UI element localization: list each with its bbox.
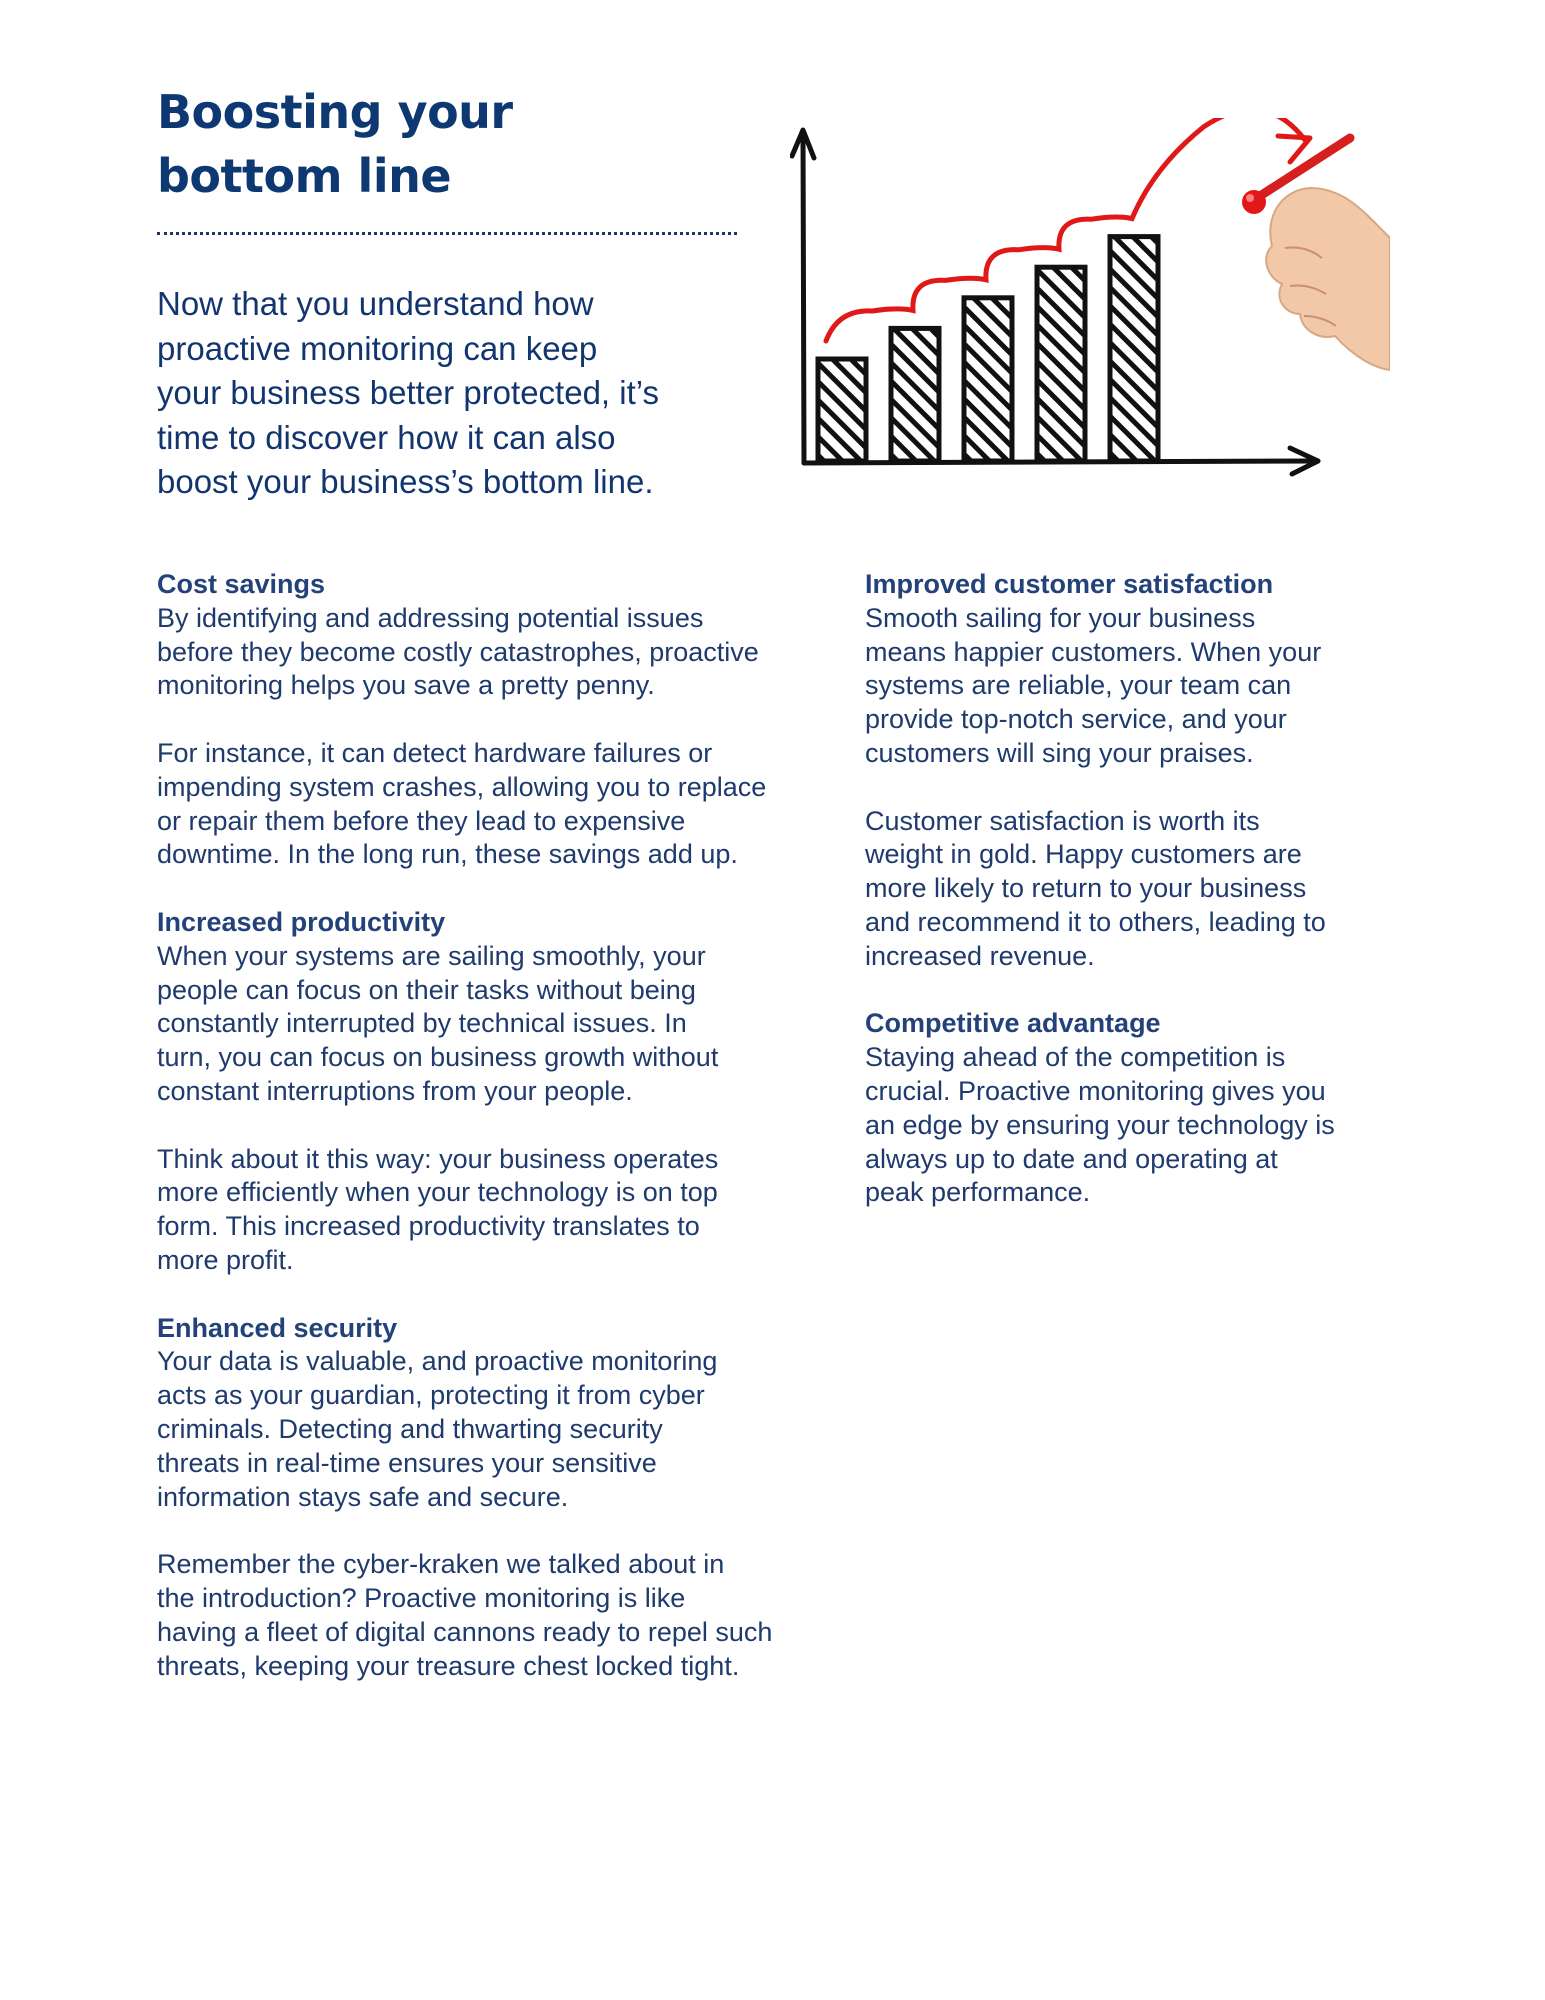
right-column [865, 568, 1425, 1244]
cost-savings-heading: Cost savings [157, 569, 326, 599]
productivity-heading: Increased productivity [157, 906, 446, 937]
hand-icon [1242, 138, 1390, 370]
chart-bar [891, 328, 939, 461]
satisfaction-paragraph-1: Smooth sailing for your business means happier customers. When your systems are reliable, your team can provide top-notch service, and your customers will sing your praises. [865, 602, 1322, 768]
productivity-section [157, 906, 847, 1278]
cost-savings-paragraph-1: By identifying and addressing potential issues before they become costly catastrophes, proactive monitoring helps you save a pretty penny. [157, 602, 759, 701]
competitive-section [865, 1007, 1425, 1210]
left-column [157, 568, 847, 1717]
security-section [157, 1312, 847, 1684]
competitive-paragraph-1: Staying ahead of the competition is crucial. Proactive monitoring gives you an edge by ensuring your technology is always up to date and operating at peak performance. [865, 1042, 1335, 1208]
page-title: Boosting your bottom line [157, 85, 513, 203]
satisfaction-heading: Improved customer satisfaction [865, 569, 1274, 599]
productivity-paragraph-1: When your systems are sailing smoothly, your people can focus on their tasks without being constantly interrupted by technical issues. In turn, you can focus on business growth without constant interruptions from your people. [157, 940, 719, 1106]
cost-savings-paragraph-2: For instance, it can detect hardware failures or impending system crashes, allowing you to replace or repair them before they lead to expensive downtime. In the long run, these savings add up. [157, 737, 767, 870]
competitive-heading: Competitive advantage [865, 1008, 1161, 1039]
chart-bar [818, 359, 866, 461]
chart-bar [1037, 267, 1085, 461]
cost-savings-section [157, 568, 847, 872]
chart-bar [964, 298, 1012, 461]
intro-text: Now that you understand how proactive monitoring can keep your business better protected, it’s time to discover how it can also boost your business’s bottom line. [157, 285, 659, 500]
satisfaction-paragraph-2: Customer satisfaction is worth its weight in gold. Happy customers are more likely to return to your business and recommend it to others, leading to increased revenue. [865, 805, 1326, 971]
title-divider [157, 232, 737, 235]
security-paragraph-1: Your data is valuable, and proactive monitoring acts as your guardian, protecting it from cyber criminals. Detecting and thwarting security threats in real-time ensures your sensitive information stays safe and secure. [157, 1346, 718, 1512]
chart-trend-arrowhead [1278, 136, 1310, 162]
satisfaction-section [865, 568, 1425, 974]
growth-chart-illustration [790, 118, 1390, 488]
chart-y-axis [803, 132, 804, 463]
chart-bar [1110, 237, 1158, 461]
security-paragraph-2: Remember the cyber-kraken we talked about in the introduction? Proactive monitoring is like having a fleet of digital cannons ready to repel such threats, keeping your treasure chest locked tight. [157, 1549, 773, 1681]
security-heading: Enhanced security [157, 1312, 398, 1343]
productivity-paragraph-2: Think about it this way: your business operates more efficiently when your technology is on top form. This increased productivity translates to more profit. [157, 1143, 719, 1275]
